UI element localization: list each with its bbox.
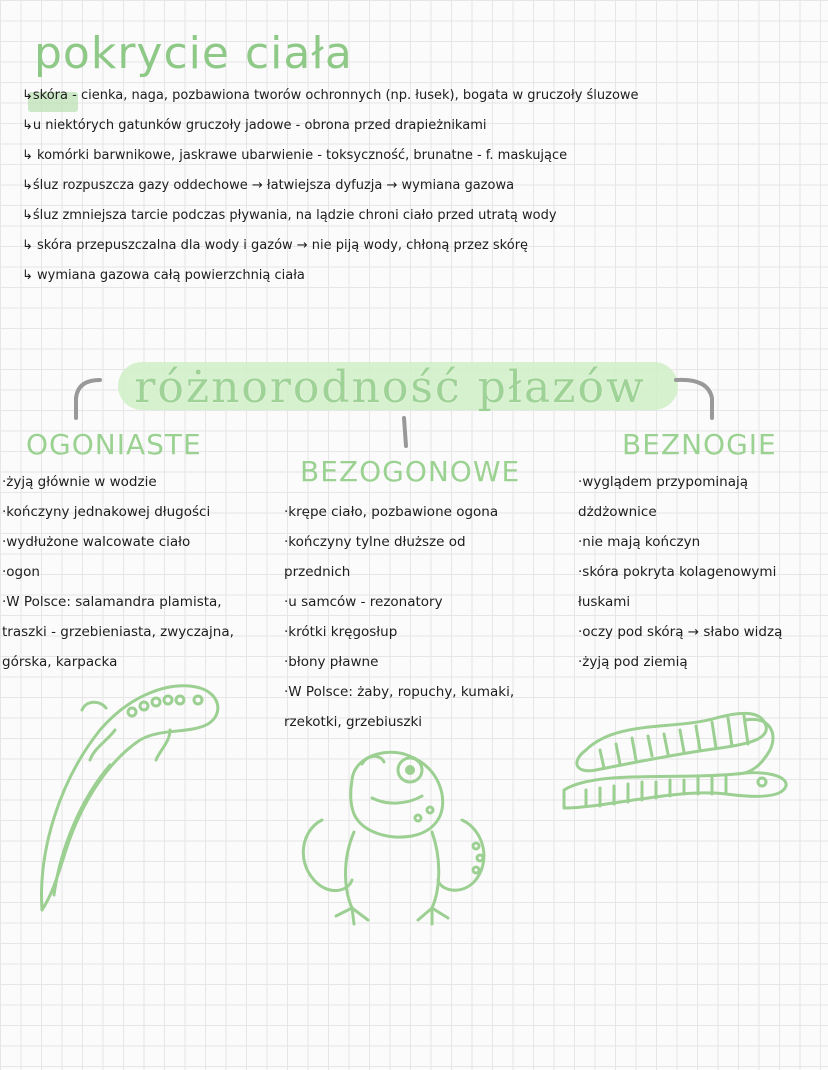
beznogie-item-5: łuskami (578, 594, 631, 610)
note-line-5: ↳śluz zmniejsza tarcie podczas pływania, na lądzie chroni ciało przed utratą wody (22, 208, 557, 223)
note-line-6: ↳ skóra przepuszczalna dla wody i gazów → nie piją wody, chłoną przez skórę (22, 238, 529, 253)
caecilian-illustration (556, 690, 796, 820)
ogoniaste-item-6: traszki - grzebieniasta, zwyczajna, (2, 624, 234, 640)
ogoniaste-item-3: ·wydłużone walcowate ciało (2, 534, 191, 550)
frog-illustration (292, 740, 502, 940)
bracket-left (76, 380, 100, 418)
beznogie-item-2: dżdżownice (578, 504, 657, 520)
note-line-2: ↳u niektórych gatunków gruczoły jadowe - obrona przed drapieżnikami (22, 118, 487, 133)
note-line-7: ↳ wymiana gazowa całą powierzchnią ciała (22, 268, 305, 283)
bezogonowe-item-1: ·krępe ciało, pozbawione ogona (284, 504, 499, 520)
bezogonowe-item-7: ·W Polsce: żaby, ropuchy, kumaki, (284, 684, 515, 700)
banner-title: różnorodność płazów (134, 361, 646, 413)
bracket-center (404, 418, 406, 446)
ogoniaste-item-2: ·kończyny jednakowej długości (2, 504, 211, 520)
bezogonowe-item-4: ·u samców - rezonatory (284, 594, 443, 610)
note-line-1: ↳skóra - cienka, naga, pozbawiona tworów ochronnych (np. łusek), bogata w gruczoły śluzowe (22, 88, 639, 103)
bracket-right (676, 380, 712, 418)
ogoniaste-item-5: ·W Polsce: salamandra plamista, (2, 594, 222, 610)
page-title: pokrycie ciała (34, 28, 353, 79)
heading-beznogie: BEZNOGIE (622, 428, 777, 461)
bezogonowe-item-5: ·krótki kręgosłup (284, 624, 398, 640)
bezogonowe-item-2: ·kończyny tylne dłuższe od (284, 534, 466, 550)
bezogonowe-item-8: rzekotki, grzebiuszki (284, 714, 423, 730)
note-line-4: ↳śluz rozpuszcza gazy oddechowe → łatwiejsza dyfuzja → wymiana gazowa (22, 178, 515, 193)
beznogie-item-6: ·oczy pod skórą → słabo widzą (578, 624, 783, 640)
bezogonowe-item-3: przednich (284, 564, 351, 580)
ogoniaste-item-7: górska, karpacka (2, 654, 118, 670)
bezogonowe-item-6: ·błony pławne (284, 654, 379, 670)
beznogie-item-3: ·nie mają kończyn (578, 534, 701, 550)
salamander-illustration (20, 670, 230, 920)
bracket-lines (0, 0, 828, 470)
beznogie-item-4: ·skóra pokryta kolagenowymi (578, 564, 777, 580)
heading-ogoniaste: OGONIASTE (26, 428, 202, 461)
heading-bezogonowe: BEZOGONOWE (300, 455, 521, 488)
beznogie-item-1: ·wyglądem przypominają (578, 474, 749, 490)
ogoniaste-item-1: ·żyją głównie w wodzie (2, 474, 157, 490)
ogoniaste-item-4: ·ogon (2, 564, 40, 580)
beznogie-item-7: ·żyją pod ziemią (578, 654, 688, 670)
note-line-3: ↳ komórki barwnikowe, jaskrawe ubarwienie - toksyczność, brunatne - f. maskujące (22, 148, 568, 163)
